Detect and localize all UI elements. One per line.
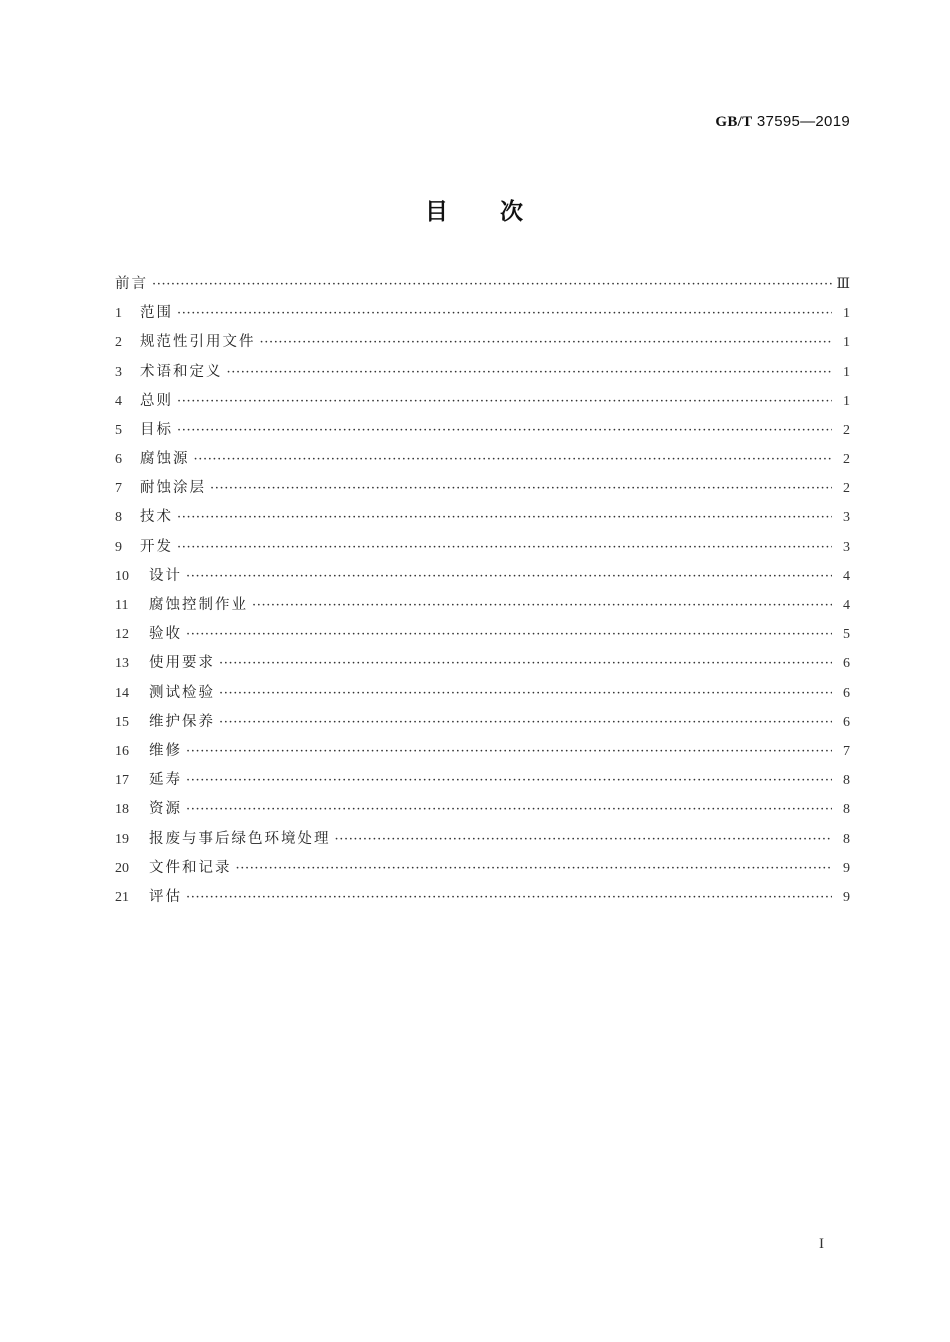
toc-row[interactable]: [115, 387, 850, 416]
toc-row[interactable]: [115, 358, 850, 387]
toc-leader-dots: [194, 445, 833, 474]
toc-row[interactable]: [115, 679, 850, 708]
toc-page: 3: [843, 539, 850, 555]
toc-row[interactable]: [115, 416, 850, 445]
toc-leader-dots: [186, 766, 832, 795]
toc-number: 9: [115, 539, 122, 555]
toc-label: 测试检验: [149, 684, 215, 701]
toc-row[interactable]: [115, 620, 850, 649]
standard-number: 37595—2019: [756, 113, 850, 130]
toc-label: 总则: [140, 392, 173, 409]
toc-leader-dots: [252, 591, 832, 620]
toc-page: 6: [843, 685, 850, 701]
toc-label: 验收: [149, 626, 182, 643]
page-number: I: [819, 1236, 824, 1252]
toc-label: 腐蚀源: [140, 451, 190, 468]
toc-row[interactable]: [115, 299, 850, 328]
toc-number: 11: [115, 598, 129, 614]
toc-page: 8: [843, 802, 850, 818]
toc-number: 16: [115, 743, 129, 759]
toc-page: 8: [843, 773, 850, 789]
toc-number: 13: [115, 656, 129, 672]
title-char-2: 次: [500, 199, 525, 225]
toc-page: 5: [843, 627, 850, 643]
toc-row-foreword[interactable]: [115, 270, 850, 299]
toc-page: 4: [843, 598, 850, 614]
toc-row[interactable]: [115, 708, 850, 737]
toc-label: 目标: [140, 421, 173, 438]
toc-label: 前言: [115, 275, 148, 292]
standard-prefix: GB/T: [715, 114, 753, 130]
toc-page: 6: [843, 714, 850, 730]
toc-leader-dots: [186, 737, 832, 766]
toc-leader-dots: [219, 679, 832, 708]
toc-label: 开发: [140, 538, 173, 555]
toc-row[interactable]: [115, 737, 850, 766]
toc-label: 评估: [149, 888, 182, 905]
toc-label: 文件和记录: [149, 859, 232, 876]
toc-number: 18: [115, 802, 129, 818]
toc-row[interactable]: [115, 445, 850, 474]
toc-page: 2: [843, 422, 850, 438]
toc-page: 2: [843, 481, 850, 497]
toc-label: 维修: [149, 742, 182, 759]
toc-label: 技术: [140, 509, 173, 526]
toc-number: 4: [115, 393, 122, 409]
toc-number: 5: [115, 422, 122, 438]
toc-number: 20: [115, 860, 129, 876]
toc-number: 7: [115, 481, 122, 497]
toc-page: 3: [843, 510, 850, 526]
toc-number: 14: [115, 685, 129, 701]
toc-number: 19: [115, 831, 129, 847]
toc-row[interactable]: [115, 328, 850, 357]
toc-number: 2: [115, 335, 122, 351]
toc-number: 17: [115, 773, 129, 789]
toc-number: 12: [115, 627, 129, 643]
toc-label: 延寿: [149, 772, 182, 789]
toc-number: 1: [115, 306, 122, 322]
toc-leader-dots: [177, 299, 832, 328]
toc-leader-dots: [260, 328, 833, 357]
toc-page: 7: [843, 743, 850, 759]
toc-leader-dots: [177, 504, 832, 533]
toc-number: 10: [115, 568, 129, 584]
toc-label: 腐蚀控制作业: [149, 597, 248, 614]
toc-page: 9: [843, 889, 850, 905]
toc-number: 3: [115, 364, 122, 380]
toc-page: 4: [843, 568, 850, 584]
toc-label: 资源: [149, 801, 182, 818]
toc-number: 15: [115, 714, 129, 730]
toc-label: 耐蚀涂层: [140, 480, 206, 497]
toc-label: 使用要求: [149, 655, 215, 672]
toc-leader-dots: [227, 358, 833, 387]
toc-page: 1: [843, 335, 850, 351]
toc-row[interactable]: [115, 883, 850, 912]
toc-row[interactable]: [115, 649, 850, 678]
toc-row[interactable]: [115, 766, 850, 795]
toc-leader-dots: [186, 795, 832, 824]
toc-leader-dots: [236, 854, 833, 883]
toc-label: 报废与事后绿色环境处理: [149, 830, 331, 847]
toc-leader-dots: [177, 533, 832, 562]
toc-page: 6: [843, 656, 850, 672]
toc-label: 范围: [140, 305, 173, 322]
toc-leader-dots: [186, 562, 832, 591]
toc-leader-dots: [177, 416, 832, 445]
table-of-contents: [115, 270, 850, 912]
toc-number: 8: [115, 510, 122, 526]
toc-label: 设计: [149, 567, 182, 584]
toc-label: 规范性引用文件: [140, 334, 256, 351]
toc-page: 8: [843, 831, 850, 847]
toc-number: 6: [115, 452, 122, 468]
title-char-1: 目: [425, 199, 450, 225]
toc-leader-dots: [186, 883, 832, 912]
toc-row[interactable]: [115, 504, 850, 533]
toc-page: 1: [843, 306, 850, 322]
toc-page: 9: [843, 860, 850, 876]
toc-page: Ⅲ: [836, 276, 850, 292]
standard-code: [715, 113, 850, 131]
toc-leader-dots: [219, 649, 832, 678]
toc-row[interactable]: [115, 795, 850, 824]
toc-row[interactable]: [115, 474, 850, 503]
toc-label: 术语和定义: [140, 363, 223, 380]
toc-leader-dots: [210, 474, 832, 503]
toc-page: 1: [843, 364, 850, 380]
toc-page: 2: [843, 452, 850, 468]
toc-leader-dots: [335, 825, 833, 854]
toc-leader-dots: [177, 387, 832, 416]
toc-number: 21: [115, 889, 129, 905]
toc-row[interactable]: [115, 591, 850, 620]
toc-row[interactable]: [115, 825, 850, 854]
toc-row[interactable]: [115, 854, 850, 883]
toc-label: 维护保养: [149, 713, 215, 730]
toc-row[interactable]: [115, 533, 850, 562]
toc-leader-dots: [186, 620, 832, 649]
toc-page: 1: [843, 393, 850, 409]
toc-leader-dots: [219, 708, 832, 737]
toc-leader-dots: [152, 270, 832, 299]
toc-row[interactable]: [115, 562, 850, 591]
page-title: [0, 193, 950, 226]
